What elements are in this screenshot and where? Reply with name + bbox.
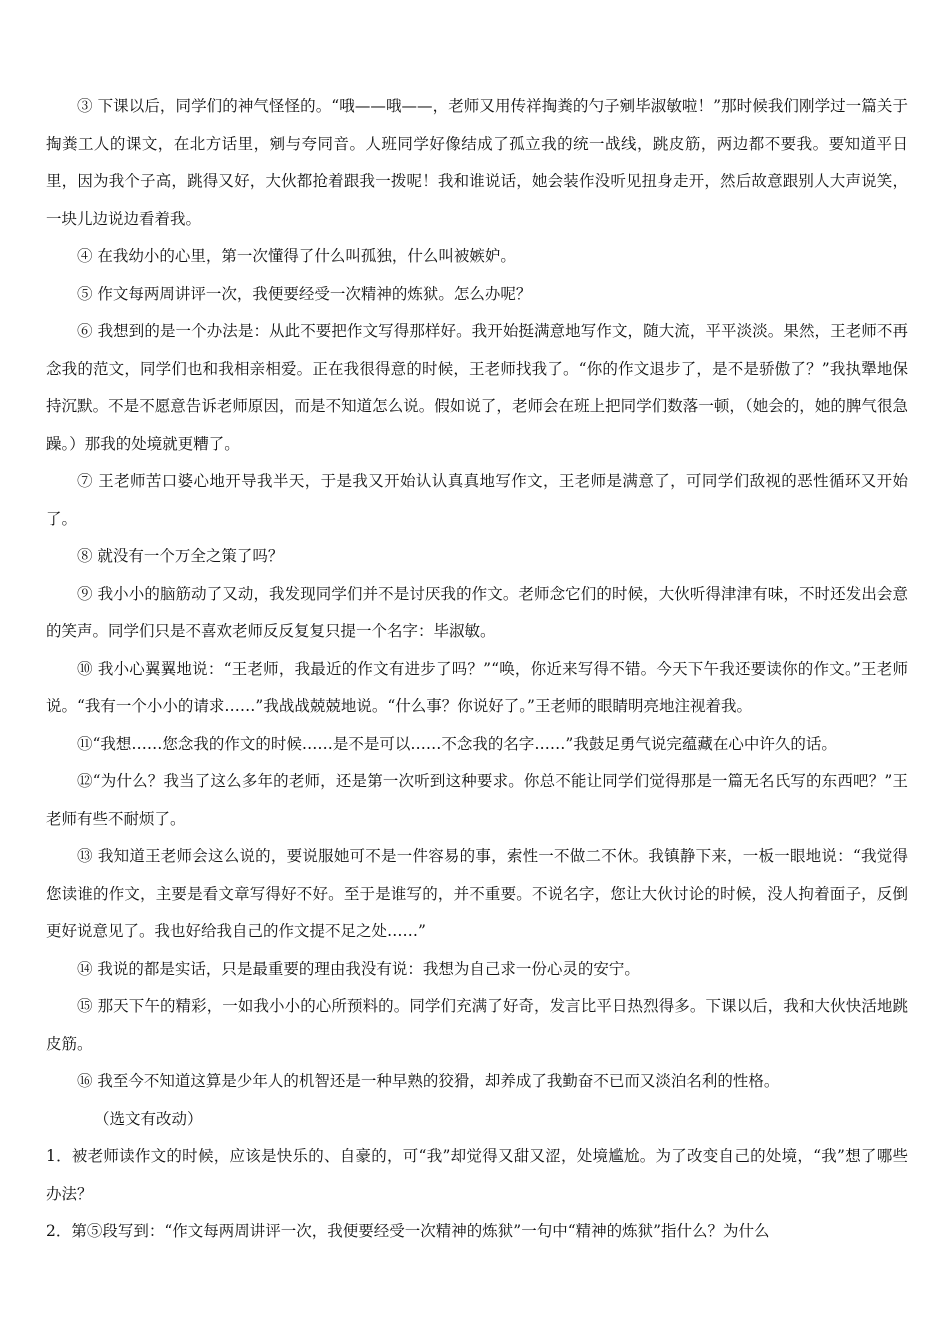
paragraph-10: ⑩ 我小心翼翼地说：“王老师，我最近的作文有进步了吗？”“唤，你近来写得不错。今天下午我还要读你的作文。”王老师说。“我有一个小小的请求……”我战战兢兢地说。“什么事？你说好了。”王老师的眼睛明亮地注视着我。 <box>46 659 908 715</box>
paragraph-9: ⑨ 我小小的脑筋动了又动，我发现同学们并不是讨厌我的作文。老师念它们的时候，大伙听得津津有味，不时还发出会意的笑声。同学们只是不喜欢老师反反复复只提一个名字：毕淑敏。 <box>46 584 908 640</box>
paragraph-16: ⑯ 我至今不知道这算是少年人的机智还是一种早熟的狡猾，却养成了我勤奋不已而又淡泊名利的性格。 <box>77 1072 780 1090</box>
paragraph-7: ⑦ 王老师苦口婆心地开导我半天，于是我又开始认认真真地写作文，王老师是满意了，可同学们敌视的恶性循环又开始了。 <box>46 472 908 528</box>
source-note: （选文有改动） <box>94 1109 203 1128</box>
paragraph-5: ⑤ 作文每两周讲评一次，我便要经受一次精神的炼狱。怎么办呢？ <box>77 284 532 303</box>
paragraph-15: ⑮ 那天下午的精彩，一如我小小的心所预料的。同学们充满了好奇，发言比平日热烈得多。下课以后，我和大伙快活地跳皮筋。 <box>46 997 908 1053</box>
paragraph-4: ④ 在我幼小的心里，第一次懂得了什么叫孤独，什么叫被嫉妒。 <box>77 247 516 265</box>
paragraph-13: ⑬ 我知道王老师会这么说的，要说服她可不是一件容易的事，索性一不做二不休。我镇静下来，一板一眼地说：“我觉得您读谁的作文，主要是看文章写得好不好。至于是谁写的，并不重要。不说名字，您让大伙讨论的时候，没人拘着面子，反倒更好说意见了。我也好给我自己的作文提不足之处……” <box>46 847 908 940</box>
question-1: 1．被老师读作文的时候，应该是快乐的、自豪的，可“我”却觉得又甜又涩，处境尴尬。为了改变自己的处境，“我”想了哪些办法？ <box>46 1147 908 1203</box>
paragraph-8: ⑧ 就没有一个万全之策了吗？ <box>77 547 284 565</box>
paragraph-14: ⑭ 我说的都是实话，只是最重要的理由我没有说：我想为自己求一份心灵的安宁。 <box>77 959 640 978</box>
paragraph-3: ③ 下课以后，同学们的神气怪怪的。“哦——哦——，老师又用传祥掏粪的勺子剜毕淑敏啦！”那时候我们刚学过一篇关于掏粪工人的课文，在北方话里，剜与夸同音。人班同学好像结成了孤立我的统一战线，跳皮筋，两边都不要我。要知道平日里，因为我个子高，跳得又好，大伙都抢着跟我一拨呢！我和谁说话，她会装作没听见扭身走开，然后故意跟别人大声说笑，一块儿边说边看着我。 <box>46 97 908 228</box>
reading-passage <box>46 88 908 1251</box>
paragraph-12: ⑫“为什么？我当了这么多年的老师，还是第一次听到这种要求。你总不能让同学们觉得那是一篇无名氏写的东西吧？”王老师有些不耐烦了。 <box>46 772 908 828</box>
paragraph-6: ⑥ 我想到的是一个办法是：从此不要把作文写得那样好。我开始挺满意地写作文，随大流，平平淡淡。果然，王老师不再念我的范文，同学们也和我相亲相爱。正在我很得意的时候，王老师找我了。“你的作文退步了，是不是骄傲了？”我执犟地保持沉默。不是不愿意告诉老师原因，而是不知道怎么说。假如说了，老师会在班上把同学们数落一顿，（她会的，她的脾气很急躁。）那我的处境就更糟了。 <box>46 322 908 453</box>
paragraph-11: ⑪“我想……您念我的作文的时候……是不是可以……不念我的名字……”我鼓足勇气说完蕴藏在心中许久的话。 <box>77 734 837 753</box>
question-2: 2．第⑤段写到：“作文每两周讲评一次，我便要经受一次精神的炼狱”一句中“精神的炼狱”指什么？为什么 <box>46 1222 770 1240</box>
